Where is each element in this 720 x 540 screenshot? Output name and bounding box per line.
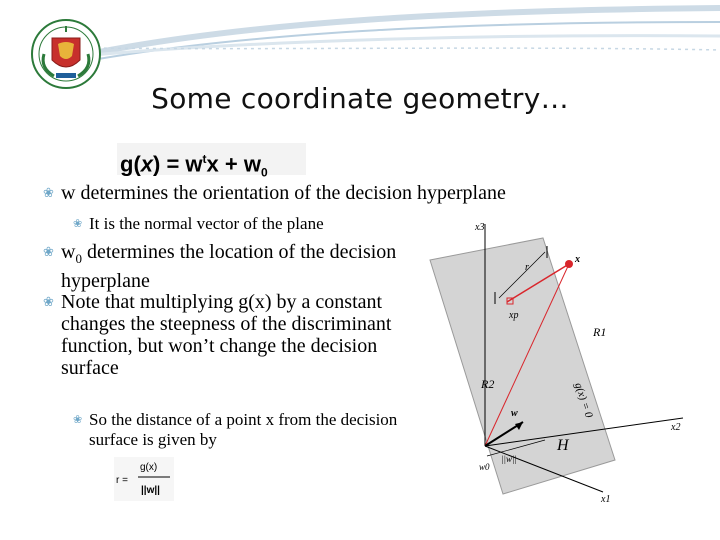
bullet-arrow-icon: ❀ <box>43 294 54 309</box>
bullet-arrow-icon: ❀ <box>73 414 83 426</box>
region-r2-label: R2 <box>481 377 495 391</box>
university-seal-logo <box>30 18 102 90</box>
point-x-marker <box>565 260 573 268</box>
axis-x2-label: x2 <box>671 422 681 433</box>
bullet-text: So the distance of a point x from the decision surface is given by <box>89 410 398 449</box>
bullet-distance <box>73 410 407 450</box>
bullet-text: w determines the orientation of the decision hyperplane <box>61 182 506 204</box>
distance-numerator: g(x) <box>140 462 158 473</box>
distance-formula <box>114 457 174 501</box>
axis-x1-label: x1 <box>601 494 611 505</box>
bullet-location <box>43 241 401 292</box>
surface-equation-label: g(x) = 0 <box>572 381 595 420</box>
bullet-scaling <box>43 291 427 379</box>
bullet-arrow-icon: ❀ <box>43 185 54 200</box>
axis-x3-label: x3 <box>475 222 485 233</box>
hyperplane-h-label: H <box>557 437 569 454</box>
distance-r-label: r <box>525 262 529 273</box>
bullet-text: Note that multiplying g(x) by a constant changes the steepness of the discriminant function, but won’t change the decision surface <box>61 291 392 379</box>
distance-lhs: r = <box>116 475 128 486</box>
bullet-arrow-icon: ❀ <box>73 218 83 230</box>
w0-label: w0 <box>479 462 490 472</box>
discriminant-formula: $g(x) = w^tx + w_0$ <box>117 143 306 175</box>
normal-w-label: w <box>511 408 518 419</box>
hyperplane-diagram <box>425 218 701 508</box>
bullet-text: $w_0$ determines the location of the decision hyperplane <box>61 241 397 292</box>
distance-denominator: ||w|| <box>141 485 160 496</box>
bullet-text: It is the normal vector of the plane <box>89 214 324 233</box>
header-decoration <box>0 0 720 70</box>
slide-title: Some coordinate geometry… <box>151 82 569 115</box>
norm-w-label: ||w|| <box>501 454 517 464</box>
bullet-normal-vector <box>73 214 409 234</box>
bullet-arrow-icon: ❀ <box>43 244 54 259</box>
projection-xp-label: xp <box>509 310 519 321</box>
bullet-orientation <box>43 182 601 204</box>
region-r1-label: R1 <box>593 325 607 339</box>
point-x-label: x <box>575 254 580 265</box>
